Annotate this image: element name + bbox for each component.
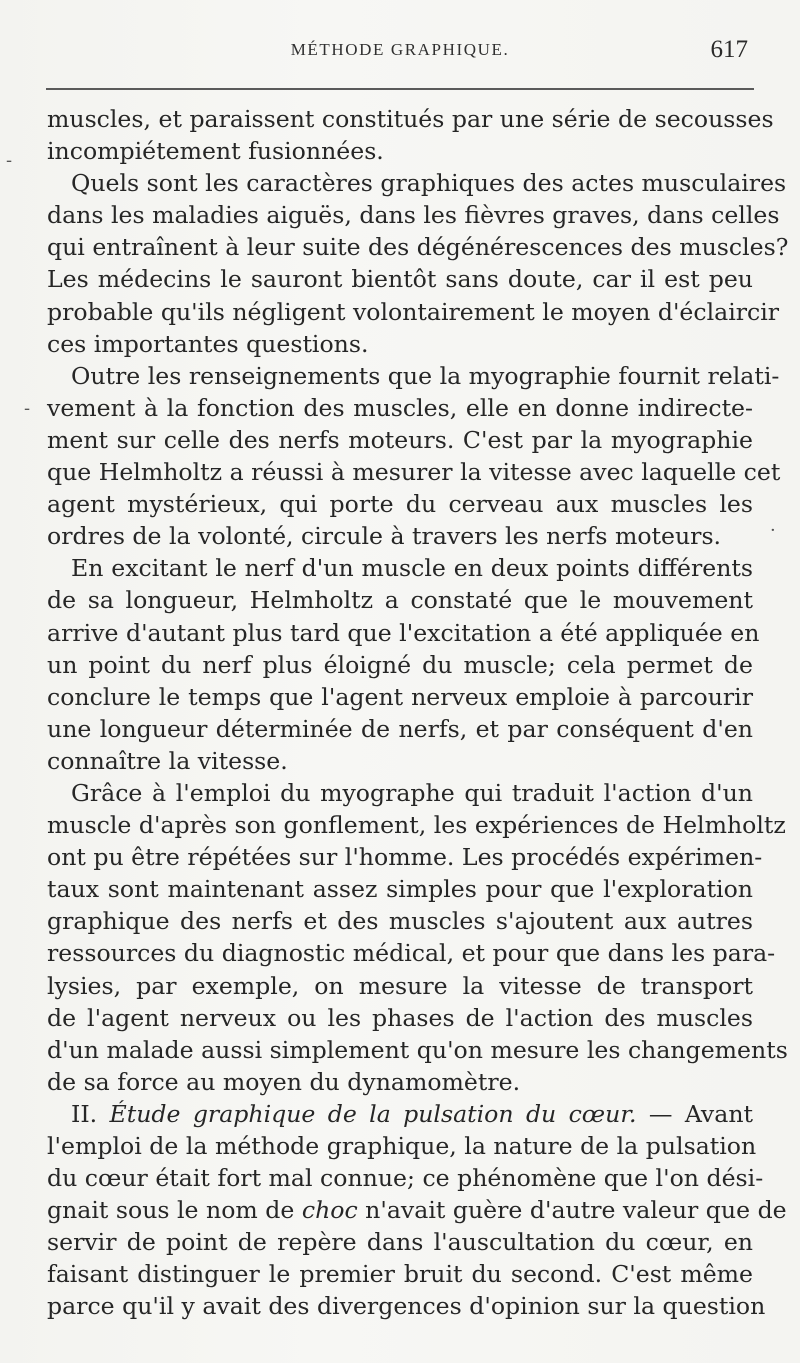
text-line	[47, 617, 760, 649]
text-line	[47, 970, 753, 1002]
italic-text: choc	[301, 1196, 358, 1225]
text-line	[47, 1258, 753, 1290]
text-line	[47, 1034, 788, 1066]
running-head	[48, 36, 752, 70]
text-line	[47, 777, 753, 809]
text-line-content: agent mystérieux, qui porte du cerveau aux muscles les	[47, 490, 753, 519]
text-line-content: ordres de la volonté, circule à travers les nerfs moteurs.	[47, 522, 722, 551]
text-line	[47, 296, 780, 328]
text-line-content: probable qu'ils négligent volontairement le moyen d'éclaircir	[47, 297, 780, 326]
text-line	[47, 1290, 766, 1322]
text-line	[47, 456, 781, 488]
text-line-content: parce qu'il y avait des divergences d'opinion sur la question	[47, 1292, 766, 1321]
text-line	[47, 1098, 753, 1130]
text-line-content: lysies, par exemple, on mesure la vitesse de transport	[47, 971, 753, 1000]
margin-mark: ·	[770, 520, 776, 541]
text-line	[47, 1226, 753, 1258]
text-line-content: ressources du diagnostic médical, et pour que dans les para-	[47, 939, 776, 968]
text-line-content: connaître la vitesse.	[47, 746, 288, 775]
text-line	[47, 552, 753, 584]
text-line-content: de l'agent nerveux ou les phases de l'action des muscles	[47, 1003, 753, 1032]
text-line	[47, 809, 786, 841]
text-line-content: arrive d'autant plus tard que l'excitation a été appliquée en	[47, 618, 760, 647]
text-line-content: Les médecins le sauront bientôt sans doute, car il est peu	[47, 265, 753, 294]
italic-text: Étude graphique de la pulsation du cœur.	[109, 1099, 637, 1128]
text-line-content: Outre les renseignements que la myographie fournit relati-	[71, 361, 780, 390]
text-line	[47, 135, 753, 167]
text-line-content: conclure le temps que l'agent nerveux emploie à parcourir	[47, 682, 753, 711]
text-line-continuation: n'avait guère d'autre valeur que de	[357, 1196, 787, 1225]
text-line-content: de sa longueur, Helmholtz a constaté que le mouvement	[47, 586, 753, 615]
text-line	[47, 1194, 787, 1226]
text-line	[47, 263, 753, 295]
text-line	[47, 584, 753, 616]
text-line-continuation: — Avant	[636, 1099, 753, 1128]
text-line	[47, 873, 753, 905]
text-line	[47, 1130, 757, 1162]
text-line	[47, 231, 789, 263]
text-line	[47, 488, 753, 520]
text-line-content: taux sont maintenant assez simples pour que l'exploration	[47, 875, 753, 904]
text-line-content: II.	[71, 1099, 110, 1128]
margin-mark: -	[6, 150, 13, 171]
margin-mark: -	[24, 398, 31, 419]
text-line	[47, 1002, 753, 1034]
text-line-content: faisant distinguer le premier bruit du second. C'est même	[47, 1260, 753, 1289]
text-line	[47, 360, 780, 392]
text-line	[47, 424, 753, 456]
text-line-content: Quels sont les caractères graphiques des actes musculaires	[71, 169, 787, 198]
text-line-content: d'un malade aussi simplement qu'on mesure les changements	[47, 1035, 788, 1064]
text-line	[47, 167, 787, 199]
text-line-content: un point du nerf plus éloigné du muscle; cela permet de	[47, 650, 753, 679]
text-line-content: muscle d'après son gonflement, les expériences de Helmholtz	[47, 811, 786, 840]
text-line-content: dans les maladies aiguës, dans les fièvres graves, dans celles	[47, 201, 780, 230]
text-line-content: muscles, et paraissent constitués par une série de secousses	[47, 105, 774, 133]
text-line	[47, 713, 753, 745]
text-line-content: l'emploi de la méthode graphique, la nature de la pulsation	[47, 1132, 757, 1160]
text-line-content: du cœur était fort mal connue; ce phénomène que l'on dési-	[47, 1164, 764, 1193]
text-line	[47, 649, 753, 681]
body-text	[47, 103, 789, 1323]
text-line-content: vement à la fonction des muscles, elle en donne indirecte-	[47, 393, 753, 422]
text-line	[47, 199, 780, 231]
text-line	[47, 1162, 764, 1194]
text-line-content: Grâce à l'emploi du myographe qui traduit l'action d'un	[71, 778, 753, 807]
text-line	[47, 328, 753, 360]
text-line	[47, 745, 753, 777]
text-line-content: ment sur celle des nerfs moteurs. C'est par la myographie	[47, 425, 753, 454]
text-line	[47, 937, 776, 969]
text-line-content: graphique des nerfs et des muscles s'ajoutent aux autres	[47, 907, 753, 936]
page-number: 617	[710, 36, 748, 63]
text-line	[47, 905, 753, 937]
text-line-content: gnait sous le nom de	[47, 1196, 302, 1225]
text-line-content: En excitant le nerf d'un muscle en deux points différents	[71, 554, 753, 583]
text-line-content: servir de point de repère dans l'auscultation du cœur, en	[47, 1228, 753, 1257]
text-line-content: ces importantes questions.	[47, 329, 369, 358]
header-rule	[46, 88, 754, 90]
text-line-content: de sa force au moyen du dynamomètre.	[47, 1067, 521, 1096]
text-line-content: incompiétement fusionnées.	[47, 137, 384, 166]
text-line	[47, 1066, 753, 1098]
text-line	[47, 841, 763, 873]
text-line	[47, 392, 753, 424]
text-line	[47, 681, 753, 713]
text-line	[47, 520, 753, 552]
text-line-content: ont pu être répétées sur l'homme. Les procédés expérimen-	[47, 843, 763, 872]
running-title: MÉTHODE GRAPHIQUE.	[290, 40, 510, 59]
text-line	[47, 103, 774, 135]
text-line-content: une longueur déterminée de nerfs, et par conséquent d'en	[47, 714, 753, 743]
text-line-content: que Helmholtz a réussi à mesurer la vitesse avec laquelle cet	[47, 458, 781, 487]
text-line-content: qui entraînent à leur suite des dégénérescences des muscles?	[47, 233, 789, 262]
